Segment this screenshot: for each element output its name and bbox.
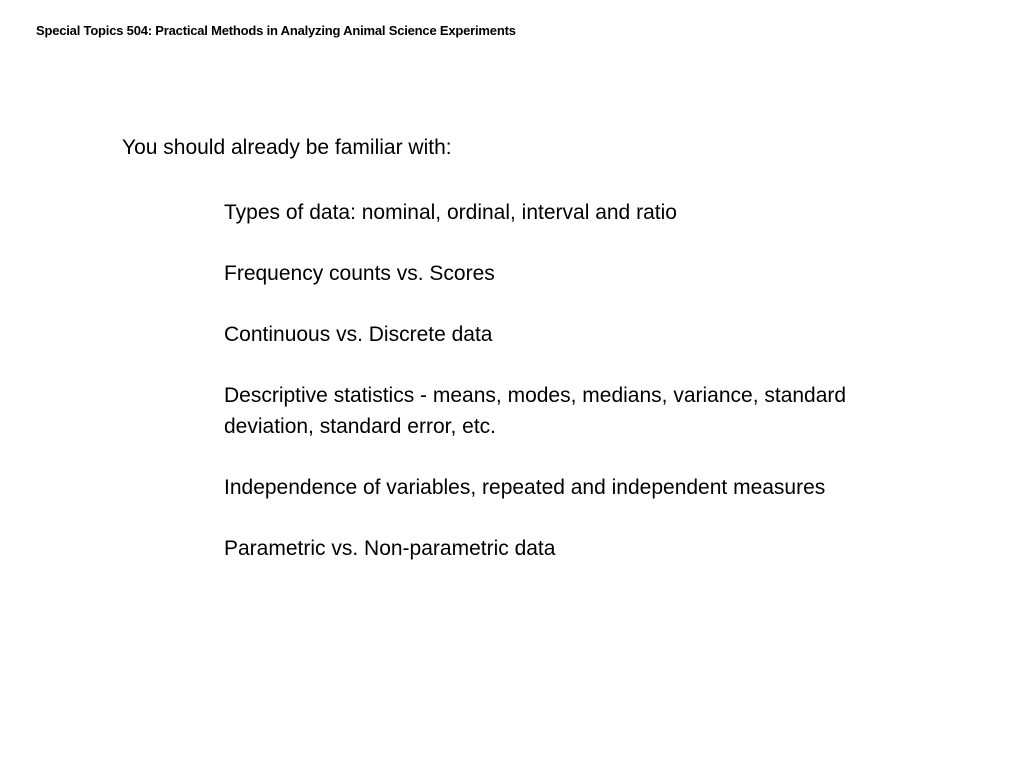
- topic-list: [224, 197, 934, 594]
- topic-item: Frequency counts vs. Scores: [224, 262, 495, 285]
- topic-item: Continuous vs. Discrete data: [224, 323, 493, 346]
- topic-item: Types of data: nominal, ordinal, interval and ratio: [224, 201, 677, 224]
- topic-item: Parametric vs. Non-parametric data: [224, 537, 556, 560]
- intro-text: You should already be familiar with:: [122, 136, 452, 159]
- topic-item: Descriptive statistics - means, modes, medians, variance, standard deviation, standard error, etc.: [224, 384, 847, 438]
- topic-item: Independence of variables, repeated and independent measures: [224, 476, 826, 499]
- slide-header-title: Special Topics 504: Practical Methods in Analyzing Animal Science Experiments: [36, 23, 516, 38]
